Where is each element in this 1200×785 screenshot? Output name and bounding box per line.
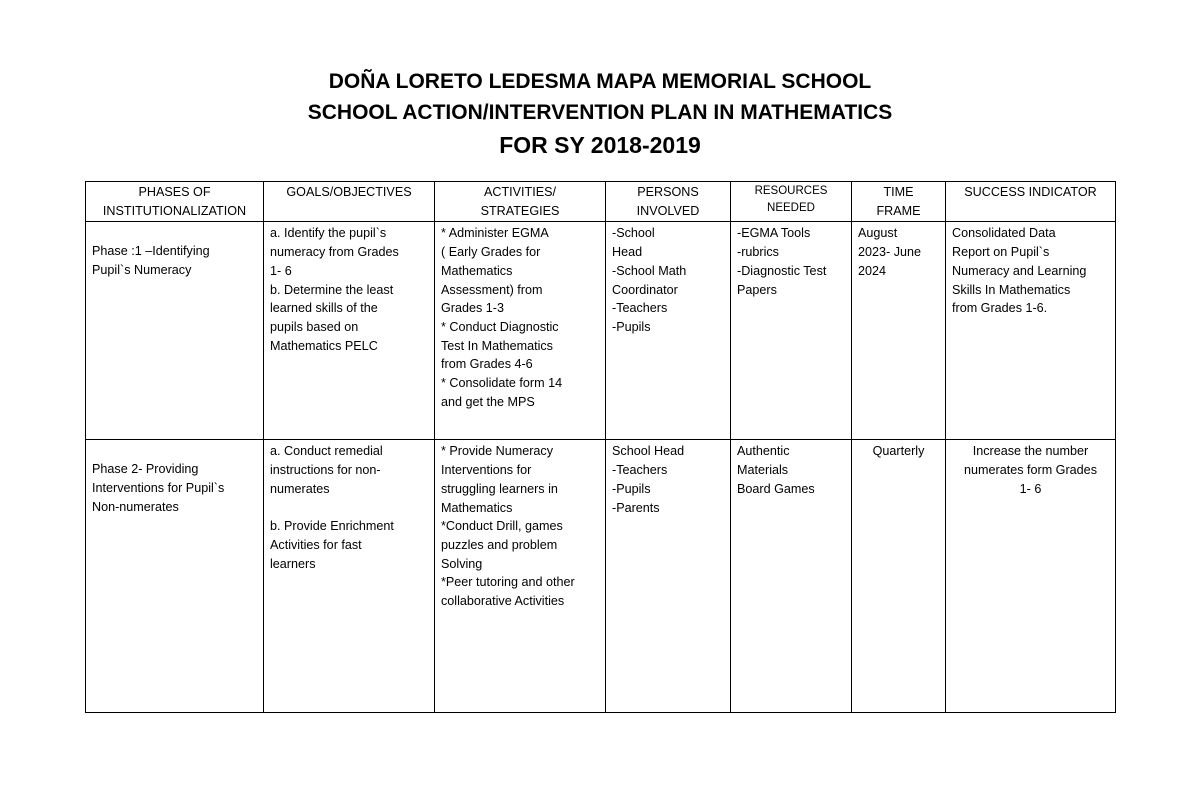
col-header-persons: PERSONS INVOLVED — [606, 182, 731, 222]
table-header-row — [86, 182, 1116, 222]
col-header-phases: PHASES OF INSTITUTIONALIZATION — [86, 182, 264, 222]
school-name: DOÑA LORETO LEDESMA MAPA MEMORIAL SCHOOL — [328, 70, 872, 93]
activities-cell: * Provide Numeracy Interventions for struggling learners in Mathematics *Conduct Drill, games puzzles and problem Solving *Peer tutoring and other collaborative Activities — [435, 440, 606, 713]
persons-cell: School Head -Teachers -Pupils -Parents — [606, 440, 731, 713]
persons-cell: -School Head -School Math Coordinator -Teachers -Pupils — [606, 222, 731, 440]
intervention-plan-table — [85, 181, 1116, 713]
col-header-goals: GOALS/OBJECTIVES — [264, 182, 435, 222]
school-year: FOR SY 2018-2019 — [499, 132, 701, 158]
table-row — [86, 440, 1116, 713]
plan-title: SCHOOL ACTION/INTERVENTION PLAN IN MATHEMATICS — [307, 101, 893, 124]
phase-cell: Phase :1 –Identifying Pupil`s Numeracy — [86, 222, 264, 440]
activities-cell: * Administer EGMA ( Early Grades for Mathematics Assessment) from Grades 1-3 * Conduct Diagnostic Test In Mathematics from Grades 4-6 * Consolidate form 14 and get the MPS — [435, 222, 606, 440]
col-header-time-frame: TIME FRAME — [852, 182, 946, 222]
resources-cell: Authentic Materials Board Games — [731, 440, 852, 713]
time-frame-cell: August 2023- June 2024 — [852, 222, 946, 440]
table-row — [86, 222, 1116, 440]
col-header-activities: ACTIVITIES/ STRATEGIES — [435, 182, 606, 222]
goals-cell: a. Conduct remedial instructions for non- numerates b. Provide Enrichment Activities for fast learners — [264, 440, 435, 713]
col-header-resources: RESOURCES NEEDED — [731, 182, 852, 222]
time-frame-cell: Quarterly — [852, 440, 946, 713]
success-indicator-cell: Increase the number numerates form Grades 1- 6 — [946, 440, 1116, 713]
document-header — [0, 66, 1200, 162]
resources-cell: -EGMA Tools -rubrics -Diagnostic Test Papers — [731, 222, 852, 440]
success-indicator-cell: Consolidated Data Report on Pupil`s Numeracy and Learning Skills In Mathematics from Grades 1-6. — [946, 222, 1116, 440]
goals-cell: a. Identify the pupil`s numeracy from Grades 1- 6 b. Determine the least learned skills of the pupils based on Mathematics PELC — [264, 222, 435, 440]
col-header-success-indicator: SUCCESS INDICATOR — [946, 182, 1116, 222]
phase-cell: Phase 2- Providing Interventions for Pupil`s Non-numerates — [86, 440, 264, 713]
